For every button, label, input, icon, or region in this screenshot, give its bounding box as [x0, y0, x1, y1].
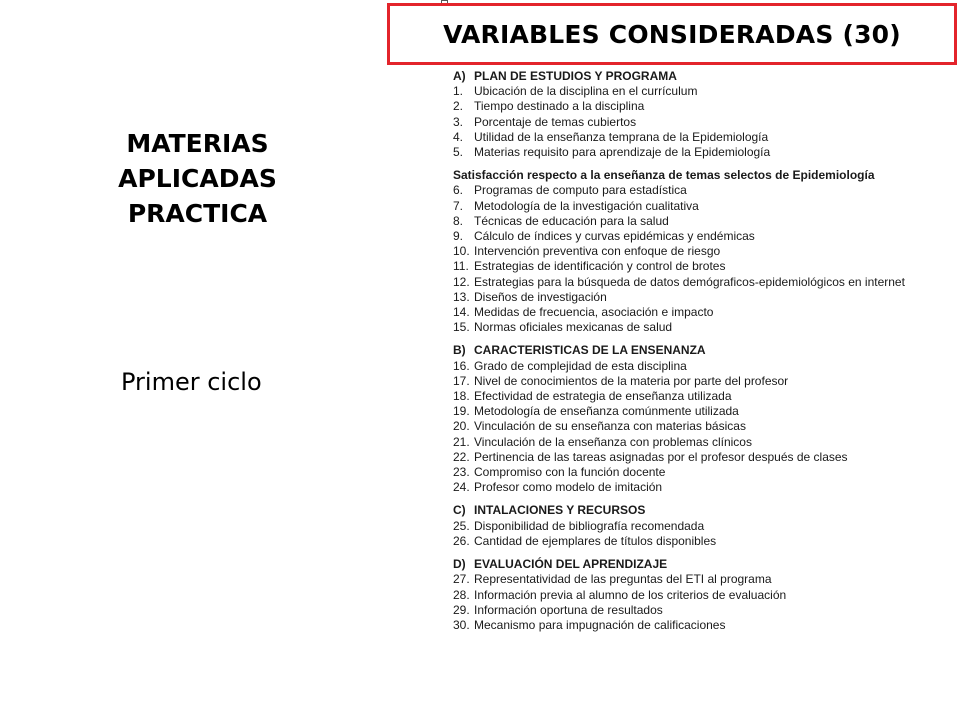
variable-item: [453, 534, 933, 549]
variable-text: Ubicación de la disciplina en el currículum: [474, 84, 698, 99]
variable-item: [453, 603, 933, 618]
variable-text: Metodología de enseñanza comúnmente utilizada: [474, 404, 739, 419]
variable-text: Intervención preventiva con enfoque de riesgo: [474, 244, 721, 259]
subject-heading: [80, 126, 315, 231]
variable-number: 30.: [453, 617, 470, 632]
section-heading: [453, 69, 933, 84]
variable-number: 29.: [453, 602, 470, 617]
variable-item: [453, 229, 933, 244]
variable-item: [453, 244, 933, 259]
variable-number: 10.: [453, 244, 470, 259]
slide-title: VARIABLES CONSIDERADAS (30): [443, 19, 901, 49]
variable-item: [453, 389, 933, 404]
variable-number: 1.: [453, 84, 464, 99]
variable-number: 8.: [453, 213, 464, 228]
section-title: CARACTERISTICAS DE LA ENSENANZA: [474, 343, 706, 358]
variable-item: [453, 435, 933, 450]
variable-item: [453, 465, 933, 480]
variable-item: [453, 199, 933, 214]
heading-line: PRACTICA: [127, 199, 268, 228]
section-heading: [453, 343, 933, 358]
variable-text: Efectividad de estrategia de enseñanza utilizada: [474, 389, 732, 404]
section-heading: [453, 168, 933, 183]
variable-number: 3.: [453, 114, 464, 129]
variable-number: 14.: [453, 305, 470, 320]
variable-text: Compromiso con la función docente: [474, 465, 666, 480]
variable-number: 4.: [453, 129, 464, 144]
variable-item: [453, 320, 933, 335]
variable-number: 27.: [453, 572, 470, 587]
variable-item: [453, 450, 933, 465]
section-gap: [453, 549, 933, 557]
heading-line: MATERIAS: [126, 129, 269, 158]
section-prefix: B): [453, 343, 466, 358]
section-title: EVALUACIÓN DEL APRENDIZAJE: [474, 557, 668, 572]
variable-number: 25.: [453, 518, 470, 533]
variable-item: [453, 572, 933, 587]
variable-item: [453, 290, 933, 305]
variable-text: Materias requisito para aprendizaje de la Epidemiología: [474, 145, 771, 160]
cycle-label: Primer ciclo: [121, 368, 262, 396]
variable-text: Técnicas de educación para la salud: [474, 213, 669, 228]
variable-item: [453, 618, 933, 633]
section-gap: [453, 160, 933, 168]
variable-text: Metodología de la investigación cualitativa: [474, 198, 699, 213]
variable-item: [453, 305, 933, 320]
variable-item: [453, 214, 933, 229]
variable-number: 6.: [453, 183, 464, 198]
variable-text: Información oportuna de resultados: [474, 602, 663, 617]
variable-number: 5.: [453, 145, 464, 160]
variable-number: 2.: [453, 99, 464, 114]
variable-number: 22.: [453, 449, 470, 464]
variable-text: Normas oficiales mexicanas de salud: [474, 320, 673, 335]
variable-item: [453, 275, 933, 290]
section-title: INTALACIONES Y RECURSOS: [474, 503, 646, 518]
variable-item: [453, 99, 933, 114]
variable-number: 20.: [453, 419, 470, 434]
section-gap: [453, 335, 933, 343]
variable-text: Cantidad de ejemplares de títulos disponibles: [474, 533, 717, 548]
variable-text: Porcentaje de temas cubiertos: [474, 114, 637, 129]
variable-text: Pertinencia de las tareas asignadas por el profesor después de clases: [474, 449, 848, 464]
section-gap: [453, 495, 933, 503]
variable-number: 21.: [453, 434, 470, 449]
variable-number: 13.: [453, 289, 470, 304]
variable-item: [453, 84, 933, 99]
variable-text: Estrategias para la búsqueda de datos demógraficos-epidemiológicos en internet: [474, 274, 905, 289]
variable-text: Cálculo de índices y curvas epidémicas y endémicas: [474, 229, 755, 244]
section-heading: [453, 503, 933, 518]
variable-text: Mecanismo para impugnación de calificaciones: [474, 617, 726, 632]
variable-text: Utilidad de la enseñanza temprana de la Epidemiología: [474, 129, 769, 144]
variable-number: 28.: [453, 587, 470, 602]
variable-number: 11.: [453, 259, 469, 274]
variable-number: 12.: [453, 274, 470, 289]
section-prefix: A): [453, 69, 466, 83]
variable-item: [453, 259, 933, 274]
variable-text: Diseños de investigación: [474, 289, 607, 304]
variable-text: Representatividad de las preguntas del ETI al programa: [474, 572, 772, 587]
variable-item: [453, 404, 933, 419]
section-prefix: D): [453, 557, 466, 572]
variable-number: 19.: [453, 404, 470, 419]
variable-number: 23.: [453, 465, 470, 480]
variable-text: Vinculación de la enseñanza con problemas clínicos: [474, 434, 752, 449]
variable-number: 16.: [453, 358, 470, 373]
section-heading: [453, 557, 933, 572]
variable-number: 15.: [453, 320, 470, 335]
variable-text: Disponibilidad de bibliografía recomendada: [474, 518, 705, 533]
variable-text: Grado de complejidad de esta disciplina: [474, 358, 687, 373]
title-box: [387, 3, 957, 65]
section-prefix: C): [453, 503, 466, 518]
section-title: Satisfacción respecto a la enseñanza de temas selectos de Epidemiología: [453, 168, 875, 183]
variable-number: 17.: [453, 373, 470, 388]
heading-line: APLICADAS: [118, 164, 277, 193]
variable-item: [453, 519, 933, 534]
variable-number: 9.: [453, 229, 464, 244]
variable-text: Profesor como modelo de imitación: [474, 480, 663, 495]
variable-item: [453, 130, 933, 145]
variable-item: [453, 115, 933, 130]
variable-item: [453, 419, 933, 434]
variable-text: Estrategias de identificación y control de brotes: [474, 259, 726, 274]
variable-text: Información previa al alumno de los criterios de evaluación: [474, 587, 787, 602]
variable-item: [453, 588, 933, 603]
variable-text: Vinculación de su enseñanza con materias básicas: [474, 419, 746, 434]
variable-number: 26.: [453, 533, 470, 548]
variable-text: Nivel de conocimientos de la materia por parte del profesor: [474, 373, 789, 388]
variable-number: 18.: [453, 389, 470, 404]
variable-text: Tiempo destinado a la disciplina: [474, 99, 645, 114]
variable-text: Medidas de frecuencia, asociación e impacto: [474, 305, 714, 320]
variables-list: [453, 69, 933, 633]
variable-item: [453, 374, 933, 389]
variable-item: [453, 145, 933, 160]
variable-number: 24.: [453, 480, 470, 495]
variable-item: [453, 480, 933, 495]
section-title: PLAN DE ESTUDIOS Y PROGRAMA: [474, 69, 677, 83]
variable-number: 7.: [453, 198, 464, 213]
variable-text: Programas de computo para estadística: [474, 183, 687, 198]
variable-item: [453, 359, 933, 374]
variable-item: [453, 183, 933, 198]
